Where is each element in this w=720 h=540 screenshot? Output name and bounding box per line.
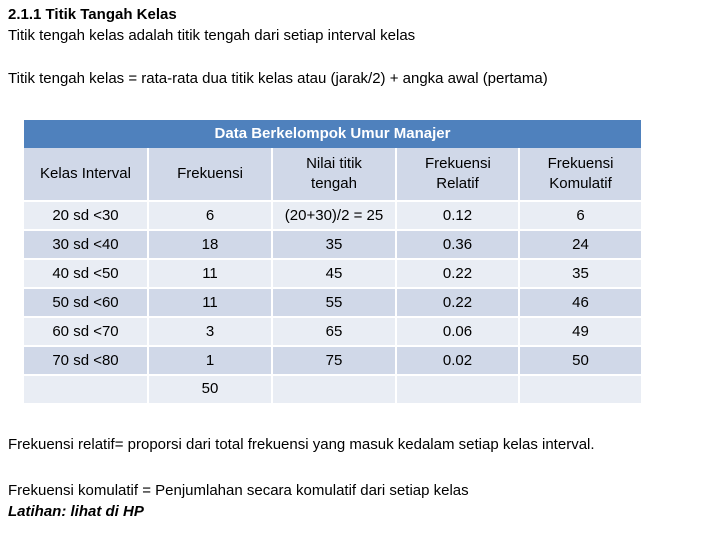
cell-kelas-interval: 40 sd <50: [24, 259, 148, 288]
cell-total-empty: [519, 375, 641, 404]
cell-frekuensi: 18: [148, 230, 272, 259]
cell-kelas-interval: 60 sd <70: [24, 317, 148, 346]
definition-text: Titik tengah kelas adalah titik tengah dari setiap interval kelas: [8, 27, 416, 44]
cell-total-empty: [272, 375, 396, 404]
table-row: [24, 288, 641, 317]
cell-frekuensi-komulatif: 50: [519, 346, 641, 375]
cell-total-empty: [24, 375, 148, 404]
cell-frekuensi: 6: [148, 201, 272, 230]
cell-frekuensi-komulatif: 24: [519, 230, 641, 259]
table-row: [24, 317, 641, 346]
cell-kelas-interval: 70 sd <80: [24, 346, 148, 375]
header-frekuensi-relatif: Frekuensi Relatif: [396, 148, 519, 201]
table-title: Data Berkelompok Umur Manajer: [24, 120, 641, 148]
formula-text: Titik tengah kelas = rata-rata dua titik kelas atau (jarak/2) + angka awal (pertama): [8, 70, 548, 87]
cell-frekuensi-relatif: 0.02: [396, 346, 519, 375]
exercise-note: Latihan: lihat di HP: [8, 503, 144, 520]
table-row: [24, 230, 641, 259]
cell-nilai-titik-tengah: 75: [272, 346, 396, 375]
cell-frekuensi-komulatif: 46: [519, 288, 641, 317]
cell-frekuensi: 11: [148, 259, 272, 288]
cell-frekuensi-relatif: 0.12: [396, 201, 519, 230]
note-frekuensi-komulatif: Frekuensi komulatif = Penjumlahan secara komulatif dari setiap kelas: [8, 482, 469, 499]
cell-kelas-interval: 20 sd <30: [24, 201, 148, 230]
cell-frekuensi-relatif: 0.06: [396, 317, 519, 346]
table-total-row: [24, 375, 641, 404]
table-row: [24, 346, 641, 375]
grouped-data-table: [24, 148, 641, 405]
cell-kelas-interval: 50 sd <60: [24, 288, 148, 317]
cell-frekuensi-komulatif: 49: [519, 317, 641, 346]
cell-nilai-titik-tengah: 55: [272, 288, 396, 317]
header-nilai-titik-tengah: Nilai titik tengah: [272, 148, 396, 201]
cell-nilai-titik-tengah: 45: [272, 259, 396, 288]
cell-frekuensi: 11: [148, 288, 272, 317]
cell-frekuensi-komulatif: 35: [519, 259, 641, 288]
cell-kelas-interval: 30 sd <40: [24, 230, 148, 259]
table-row: [24, 259, 641, 288]
header-frekuensi-komulatif: Frekuensi Komulatif: [519, 148, 641, 201]
header-frekuensi: Frekuensi: [148, 148, 272, 201]
page-heading: 2.1.1 Titik Tangah Kelas: [8, 6, 177, 23]
cell-frekuensi-komulatif: 6: [519, 201, 641, 230]
cell-frekuensi-relatif: 0.22: [396, 288, 519, 317]
cell-total-frekuensi: 50: [148, 375, 272, 404]
cell-nilai-titik-tengah: 35: [272, 230, 396, 259]
cell-frekuensi-relatif: 0.36: [396, 230, 519, 259]
cell-total-empty: [396, 375, 519, 404]
cell-nilai-titik-tengah: 65: [272, 317, 396, 346]
grouped-data-table-container: [24, 120, 641, 405]
cell-frekuensi-relatif: 0.22: [396, 259, 519, 288]
table-header-row: [24, 148, 641, 201]
note-frekuensi-relatif: Frekuensi relatif= proporsi dari total frekuensi yang masuk kedalam setiap kelas interval.: [8, 436, 595, 453]
header-kelas-interval: Kelas Interval: [24, 148, 148, 201]
cell-nilai-titik-tengah: (20+30)/2 = 25: [272, 201, 396, 230]
table-row: [24, 201, 641, 230]
cell-frekuensi: 1: [148, 346, 272, 375]
cell-frekuensi: 3: [148, 317, 272, 346]
